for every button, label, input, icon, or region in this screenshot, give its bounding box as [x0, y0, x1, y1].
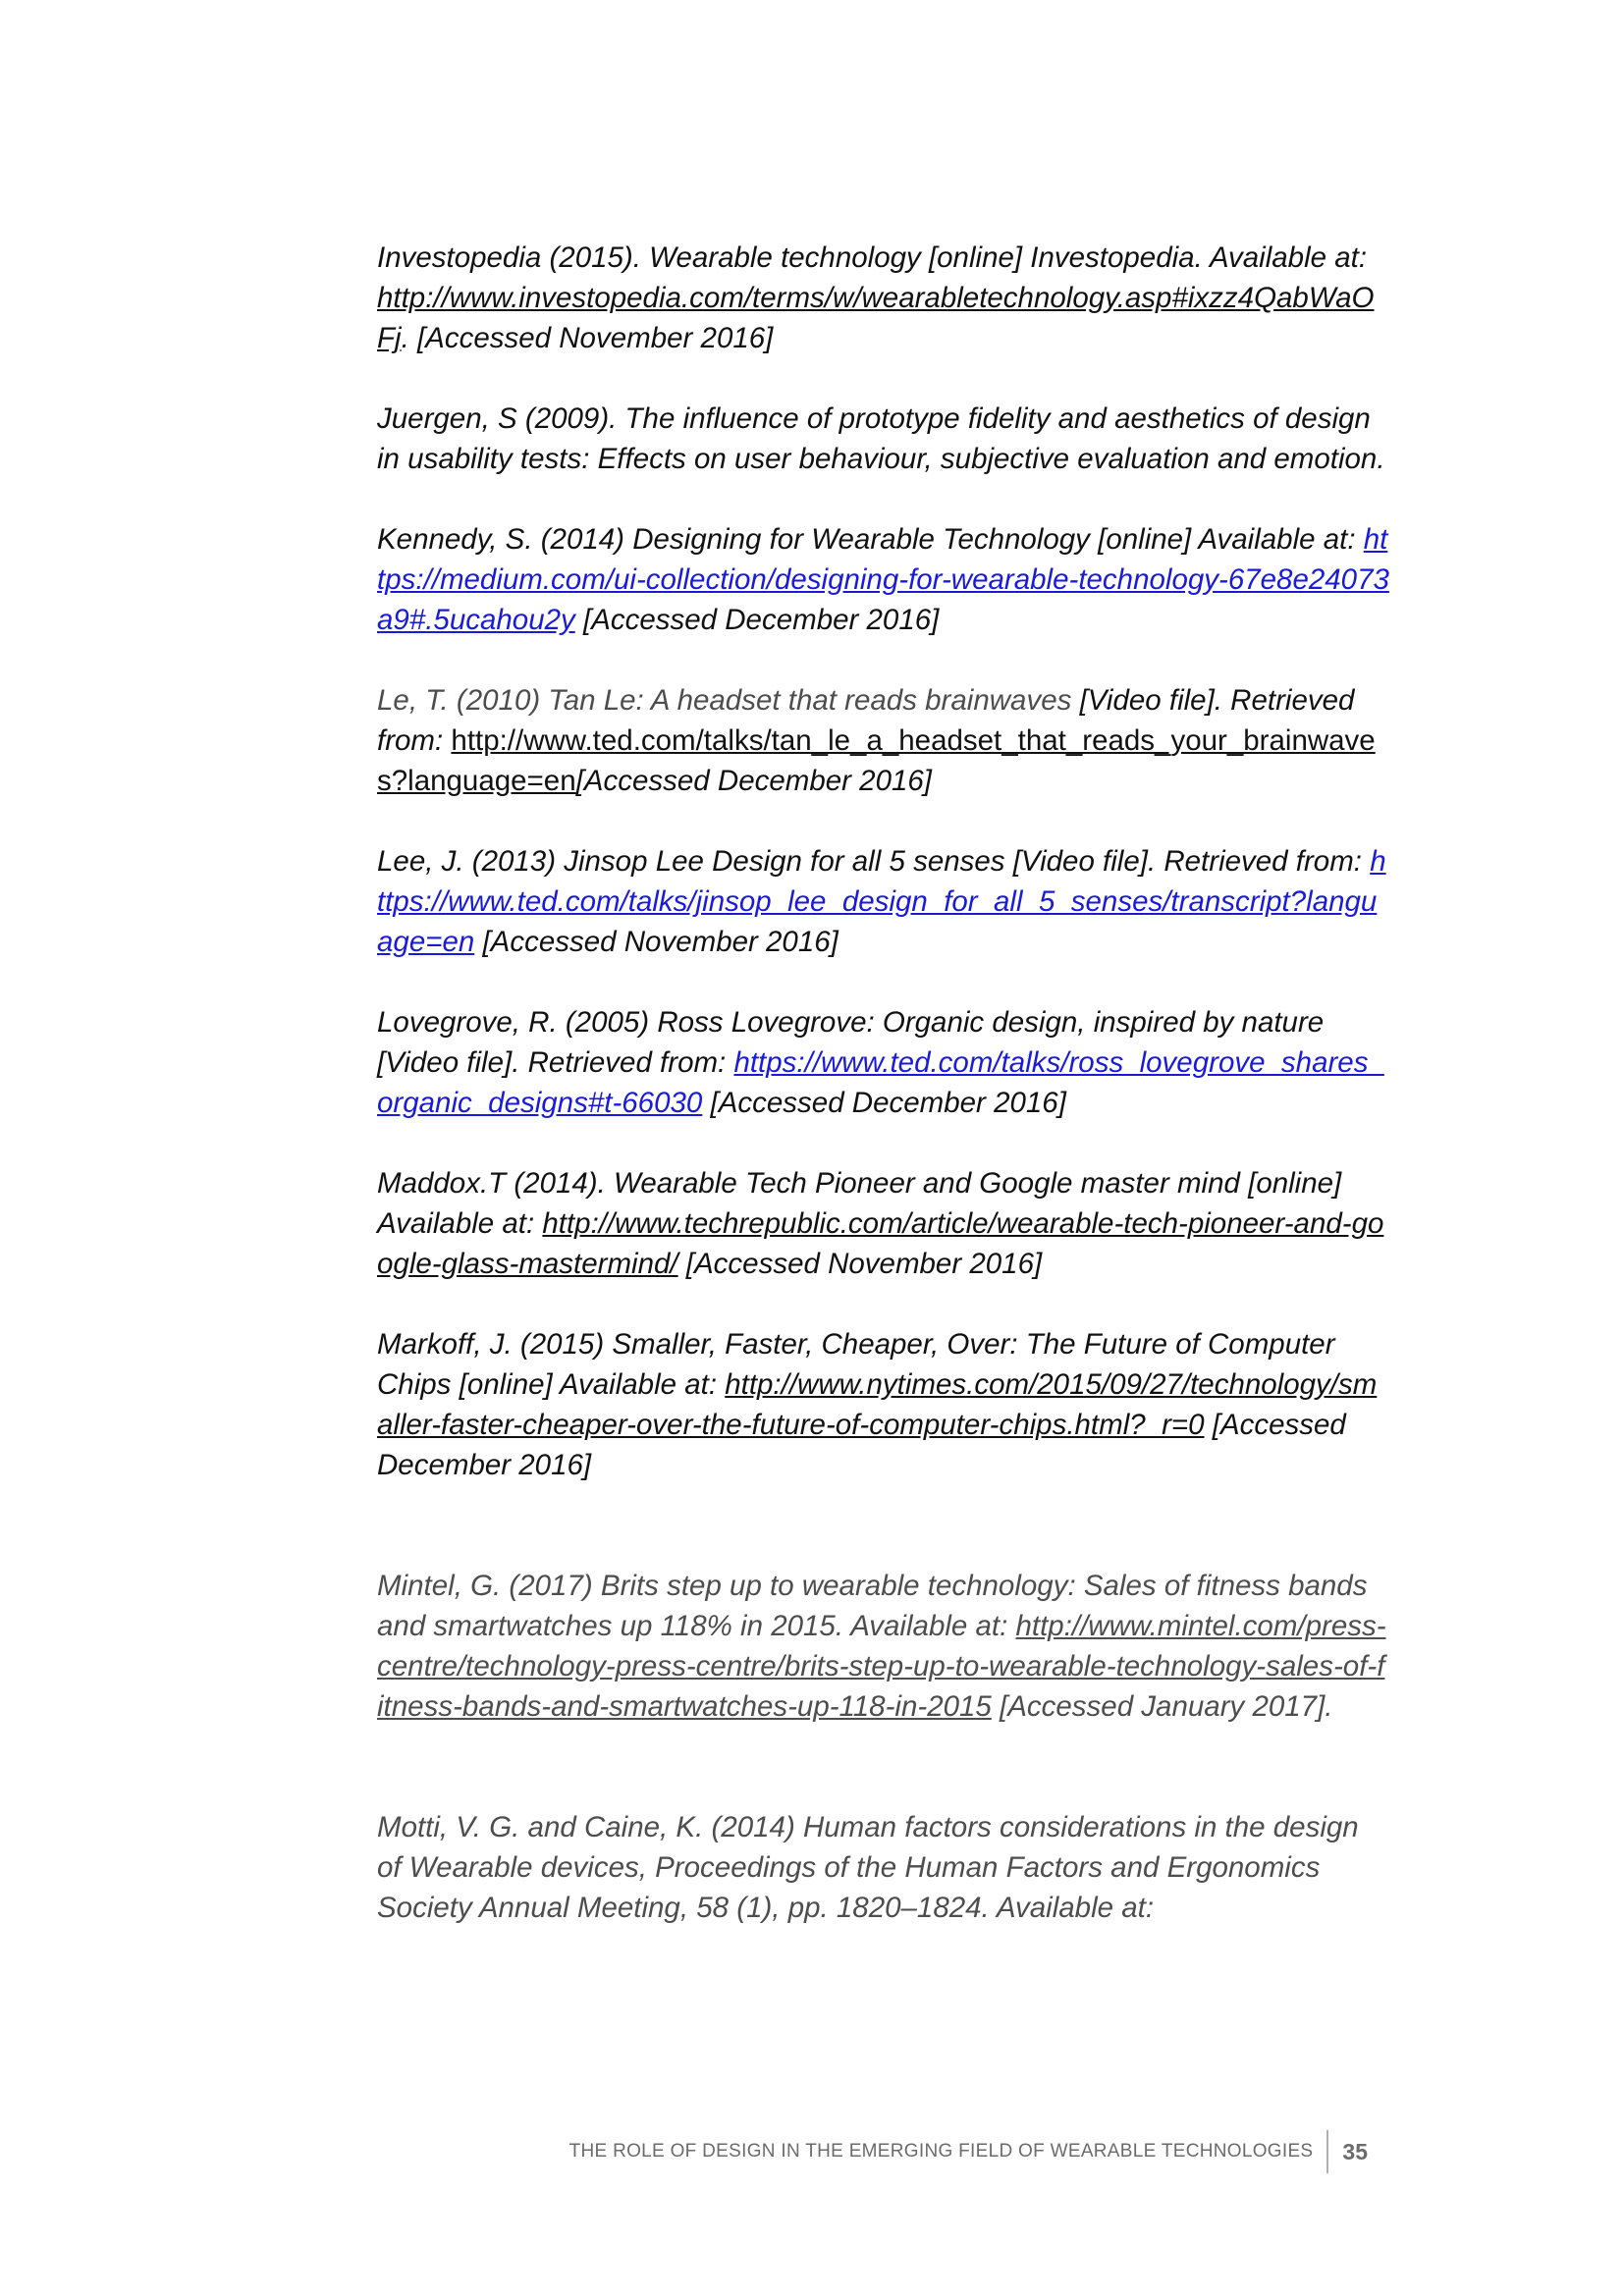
- reference-accessed: [Accessed December 2016]: [575, 765, 932, 797]
- page-number: 35: [1342, 2138, 1368, 2164]
- reference-link[interactable]: http://www.mintel.com/press-centre/technology-press-centre/brits-step-up-to-wearable-technology-sales-of-fitness-bands-and-smartwatches-up-118-in-2015: [377, 1610, 1386, 1723]
- reference-motti: [377, 1807, 1390, 1928]
- reference-link[interactable]: http://www.investopedia.com/terms/w/wearabletechnology.asp#ixzz4QabWaOFj: [377, 282, 1375, 354]
- reference-link[interactable]: http://www.nytimes.com/2015/09/27/technology/smaller-faster-cheaper-over-the-future-of-computer-chips.html?_r=0: [377, 1368, 1378, 1441]
- reference-text: Investopedia (2015). Wearable technology [online] Investopedia. Available at:: [377, 241, 1368, 274]
- reference-investopedia: [377, 238, 1390, 358]
- reference-kennedy: [377, 519, 1390, 640]
- page-footer: [569, 2130, 1368, 2173]
- reference-lee: [377, 841, 1390, 962]
- reference-accessed: [Accessed November 2016]: [474, 926, 839, 958]
- reference-text: Lee, J. (2013) Jinsop Lee Design for all 5 senses [Video file]. Retrieved from:: [377, 845, 1371, 878]
- reference-text-gray: Mintel, G. (2017) Brits step up to wearable technology: Sales of fitness bands and smartwatches up 118% in 2015. Available at:: [377, 1570, 1368, 1642]
- reference-text: Juergen, S (2009). The influence of prototype fidelity and aesthetics of design in usability tests: Effects on user behaviour, subjective evaluation and emotion.: [377, 402, 1385, 475]
- reference-maddox: [377, 1163, 1390, 1284]
- reference-text: Kennedy, S. (2014) Designing for Wearable Technology [online] Available at:: [377, 523, 1364, 556]
- footer-title: THE ROLE OF DESIGN IN THE EMERGING FIELD OF WEARABLE TECHNOLOGIES: [568, 2141, 1314, 2162]
- reference-lovegrove: [377, 1002, 1390, 1123]
- reference-juergen: [377, 399, 1390, 479]
- reference-accessed: [Accessed December 2016]: [702, 1087, 1066, 1119]
- reference-accessed: [Accessed January 2017].: [991, 1690, 1333, 1723]
- reference-link[interactable]: https://medium.com/ui-collection/designing-for-wearable-technology-67e8e24073a9#.5ucahou2y: [377, 523, 1389, 636]
- reference-text: Lovegrove, R. (2005) Ross Lovegrove: Organic design, inspired by nature [Video file]. Retrieved from:: [377, 1006, 1325, 1079]
- reference-accessed: [Accessed November 2016]: [677, 1248, 1043, 1280]
- reference-accessed: [Accessed December 2016]: [377, 1409, 1346, 1481]
- reference-mintel: [377, 1566, 1390, 1727]
- reference-text: Markoff, J. (2015) Smaller, Faster, Cheaper, Over: The Future of Computer Chips [online] Available at:: [377, 1328, 1335, 1401]
- reference-text: Maddox.T (2014). Wearable Tech Pioneer and Google master mind [online] Available at:: [377, 1167, 1342, 1240]
- reference-link[interactable]: https://www.ted.com/talks/jinsop_lee_design_for_all_5_senses/transcript?language=en: [377, 845, 1386, 958]
- footer-divider: [1326, 2130, 1328, 2173]
- reference-le: [377, 680, 1390, 801]
- reference-text-gray: Motti, V. G. and Caine, K. (2014) Human factors considerations in the design of Wearable devices, Proceedings of the Human Factors and Ergonomics Society Annual Meeting, 58 (1), pp. 1820–1824. Available at:: [377, 1811, 1359, 1924]
- reference-accessed: [Accessed December 2016]: [574, 604, 940, 636]
- reference-text-gray: Le, T. (2010) Tan Le: A headset that reads brainwaves: [377, 684, 1080, 717]
- reference-link[interactable]: https://www.ted.com/talks/ross_lovegrove_shares_organic_designs#t-66030: [377, 1046, 1384, 1119]
- reference-link[interactable]: http://www.ted.com/talks/tan_le_a_headset_that_reads_your_brainwaves?language=en: [377, 724, 1376, 797]
- reference-text: [Video file]. Retrieved from:: [377, 684, 1355, 757]
- reference-link[interactable]: http://www.techrepublic.com/article/wearable-tech-pioneer-and-google-glass-mastermind/: [377, 1207, 1384, 1280]
- reference-markoff: [377, 1324, 1390, 1485]
- reference-accessed: . [Accessed November 2016]: [401, 322, 774, 354]
- reference-list: [377, 238, 1390, 1968]
